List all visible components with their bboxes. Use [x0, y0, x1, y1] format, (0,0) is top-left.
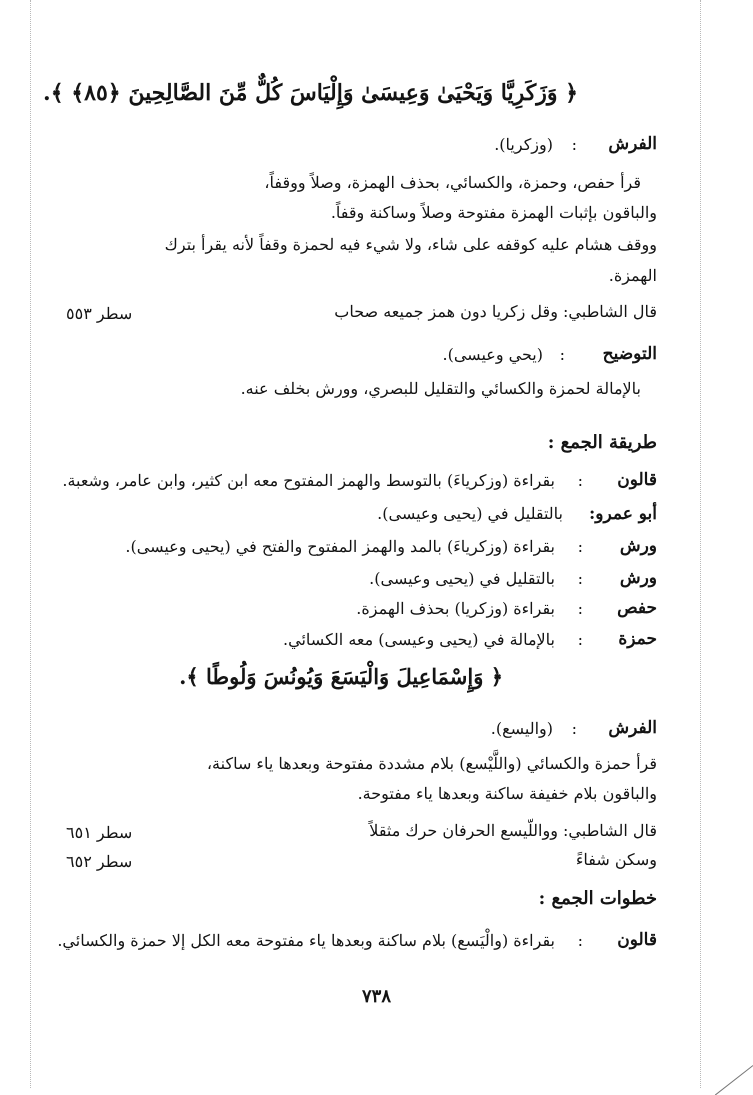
- shatibi-line-ref-2: سطر ٦٥٢: [66, 852, 133, 871]
- jam-reader: حمزة: [618, 629, 657, 649]
- jam-title-2: خطوات الجمع :: [538, 888, 657, 909]
- farsh-line-2: والباقون بإثبات الهمزة مفتوحة وصلاً وساكنة وقفاً.: [330, 203, 657, 222]
- farsh-word: (واليسع).: [490, 719, 553, 738]
- farsh-label: الفرش: [608, 718, 657, 738]
- farsh-word: (وزكريا).: [494, 135, 553, 154]
- scan-corner-mark: [715, 1065, 753, 1095]
- jam-text: بالتقليل في (يحيى وعيسى).: [369, 569, 555, 588]
- jam-title-1: طريقة الجمع :: [547, 432, 657, 453]
- jam-reader: ورش: [619, 536, 657, 556]
- shatibi-verse: قال الشاطبي: وقل زكريا دون همز جميعه صحاب: [334, 302, 657, 321]
- quran-verse-header-2: ﴿ وَإِسْمَاعِيلَ وَالْيَسَعَ وَيُونُسَ وَلُوطًا ﴾.: [179, 664, 503, 689]
- tawdih-line: بالإمالة لحمزة والكسائي والتقليل للبصري، وورش بخلف عنه.: [240, 379, 641, 398]
- jam-text: بالإمالة في (يحيى وعيسى) معه الكسائي.: [283, 630, 555, 649]
- shatibi-verse: قال الشاطبي: وواللّيسع الحرفان حرك مثقلاً: [369, 821, 657, 840]
- farsh-sep: :: [571, 719, 577, 738]
- farsh-line-3: ووقف هشام عليه كوقفه على شاء، ولا شيء فيه لحمزة وقفاً لأنه يقرأ بترك: [164, 235, 657, 254]
- jam-reader: أبو عمرو:: [589, 504, 657, 524]
- farsh-line-1: قرأ حفص، وحمزة، والكسائي، بحذف الهمزة، وصلاً ووقفاً،: [264, 173, 641, 192]
- farsh-line-4: الهمزة.: [608, 266, 657, 285]
- shatibi-line-ref: سطر ٥٥٣: [66, 304, 133, 323]
- tawdih-label: التوضيح: [602, 344, 657, 364]
- jam-sep: :: [577, 931, 583, 950]
- farsh-line-1: قرأ حمزة والكسائي (واللَّيْسع) بلام مشددة مفتوحة وبعدها ياء ساكنة،: [206, 754, 657, 773]
- jam-reader: حفص: [617, 598, 657, 618]
- tawdih-word: (يحي وعيسى).: [442, 345, 543, 364]
- jam-reader: قالون: [617, 470, 657, 490]
- jam-reader: ورش: [619, 568, 657, 588]
- quran-verse-header-1: ﴿ وَزَكَرِيَّا وَيَحْيَىٰ وَعِيسَىٰ وَإِلْيَاسَ كُلٌّ مِّنَ الصَّالِحِينَ ﴿٨٥﴾ ﴾.: [43, 80, 578, 106]
- jam-sep: :: [577, 537, 583, 556]
- shatibi-verse-2: وسكن شفاءً: [575, 850, 657, 869]
- jam-sep: :: [577, 630, 583, 649]
- farsh-sep: :: [571, 135, 577, 154]
- tawdih-sep: :: [559, 345, 565, 364]
- jam-sep: :: [577, 471, 583, 490]
- jam-sep: :: [577, 569, 583, 588]
- jam-text: بالتقليل في (يحيى وعيسى).: [377, 504, 563, 523]
- margin-dotted-rule-left: [30, 0, 31, 1088]
- jam-reader: قالون: [617, 930, 657, 950]
- shatibi-line-ref: سطر ٦٥١: [66, 823, 133, 842]
- jam-text: بقراءة (وزكرياءَ) بالتوسط والهمز المفتوح معه ابن كثير، وابن عامر، وشعبة.: [62, 471, 555, 490]
- farsh-label: الفرش: [608, 134, 657, 154]
- farsh-line-2: والباقون بلام خفيفة ساكنة وبعدها ياء مفتوحة.: [357, 784, 657, 803]
- jam-text: بقراءة (وزكريا) بحذف الهمزة.: [356, 599, 555, 618]
- jam-text: بقراءة (وزكرياءَ) بالمد والهمز المفتوح والفتح في (يحيى وعيسى).: [125, 537, 555, 556]
- jam-text: بقراءة (والْيَسع) بلام ساكنة وبعدها ياء مفتوحة معه الكل إلا حمزة والكسائي.: [57, 931, 555, 950]
- page-number: ٧٣٨: [361, 986, 391, 1007]
- jam-sep: :: [577, 599, 583, 618]
- margin-dotted-rule-right: [700, 0, 701, 1088]
